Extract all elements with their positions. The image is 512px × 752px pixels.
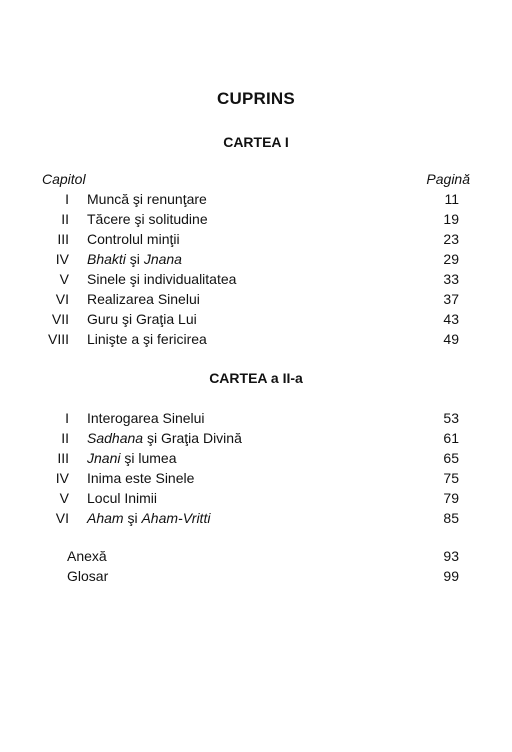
toc-row <box>0 488 512 508</box>
page-number: 43 <box>443 311 459 327</box>
toc-row <box>0 508 512 528</box>
chapter-number: V <box>59 490 69 506</box>
chapter-number: I <box>65 191 69 207</box>
page-number: 93 <box>443 548 459 564</box>
chapter-number: VI <box>55 291 69 307</box>
page-number: 61 <box>443 430 459 446</box>
chapter-number: VI <box>55 510 69 526</box>
chapter-number: III <box>57 450 69 466</box>
chapter-title-connector: şi <box>125 251 144 267</box>
book-two-heading: CARTEA a II-a <box>209 370 303 386</box>
page-number: 75 <box>443 470 459 486</box>
toc-row <box>0 269 512 289</box>
chapter-number: II <box>61 430 69 446</box>
chapter-title: Sinele şi individualitatea <box>87 271 237 287</box>
chapter-number: IV <box>55 470 69 486</box>
chapter-number: VIII <box>47 331 69 347</box>
toc-row <box>0 448 512 468</box>
chapter-number: VII <box>51 311 69 327</box>
chapter-title-rest: şi lumea <box>120 450 177 466</box>
chapter-title-italic-part: Jnani <box>87 450 121 466</box>
toc-row <box>0 229 512 249</box>
toc-row <box>0 408 512 428</box>
page-number: 37 <box>443 291 459 307</box>
toc-row <box>0 209 512 229</box>
chapter-title: Muncă şi renunţare <box>87 191 207 207</box>
chapter-title: Locul Inimii <box>87 490 158 506</box>
chapter-title: Controlul minţii <box>87 231 180 247</box>
page-title: CUPRINS <box>217 89 295 108</box>
toc-row <box>0 249 512 269</box>
chapter-title: Guru şi Graţia Lui <box>87 311 197 327</box>
chapter-title: Inima este Sinele <box>87 470 195 486</box>
toc-row <box>0 289 512 309</box>
page-number: 29 <box>443 251 459 267</box>
chapter-title <box>87 428 242 448</box>
chapter-title <box>87 448 177 468</box>
chapter-title: Interogarea Sinelui <box>87 410 205 426</box>
toc-row <box>0 468 512 488</box>
toc-row <box>0 189 512 209</box>
glossary-title: Glosar <box>67 568 109 584</box>
chapter-title-rest: şi Graţia Divină <box>143 430 242 446</box>
chapter-title <box>87 249 182 269</box>
chapter-number: V <box>59 271 69 287</box>
toc-row <box>0 309 512 329</box>
appendix-title: Anexă <box>67 548 107 564</box>
toc-row <box>0 566 512 586</box>
chapter-title <box>87 508 210 528</box>
chapter-title: Realizarea Sinelui <box>87 291 200 307</box>
page-number: 49 <box>443 331 459 347</box>
page-number: 19 <box>443 211 459 227</box>
page-number: 79 <box>443 490 459 506</box>
toc-row <box>0 428 512 448</box>
chapter-title-italic-part: Aham-Vritti <box>141 510 211 526</box>
page-number: 11 <box>444 191 459 207</box>
page-number: 85 <box>443 510 459 526</box>
chapter-title-italic-part: Aham <box>87 510 124 526</box>
page-number: 99 <box>443 568 459 584</box>
chapter-title-italic-part: Bhakti <box>87 251 126 267</box>
toc-row <box>0 329 512 349</box>
chapter-number: IV <box>55 251 69 267</box>
page-number: 33 <box>443 271 459 287</box>
book-one-heading: CARTEA I <box>223 134 289 150</box>
chapter-number: I <box>65 410 69 426</box>
page-column-header: Pagină <box>426 171 470 187</box>
chapter-title-italic-part: Jnana <box>143 251 182 267</box>
toc-row <box>0 546 512 566</box>
chapter-title: Linişte a şi fericirea <box>87 331 207 347</box>
chapter-number: II <box>61 211 69 227</box>
chapter-title-connector: şi <box>123 510 142 526</box>
page-number: 53 <box>443 410 459 426</box>
chapter-title: Tăcere şi solitudine <box>87 211 208 227</box>
chapter-number: III <box>57 231 69 247</box>
chapter-column-header: Capitol <box>42 171 86 187</box>
chapter-title-italic-part: Sadhana <box>87 430 144 446</box>
page-number: 65 <box>443 450 459 466</box>
page-number: 23 <box>443 231 459 247</box>
